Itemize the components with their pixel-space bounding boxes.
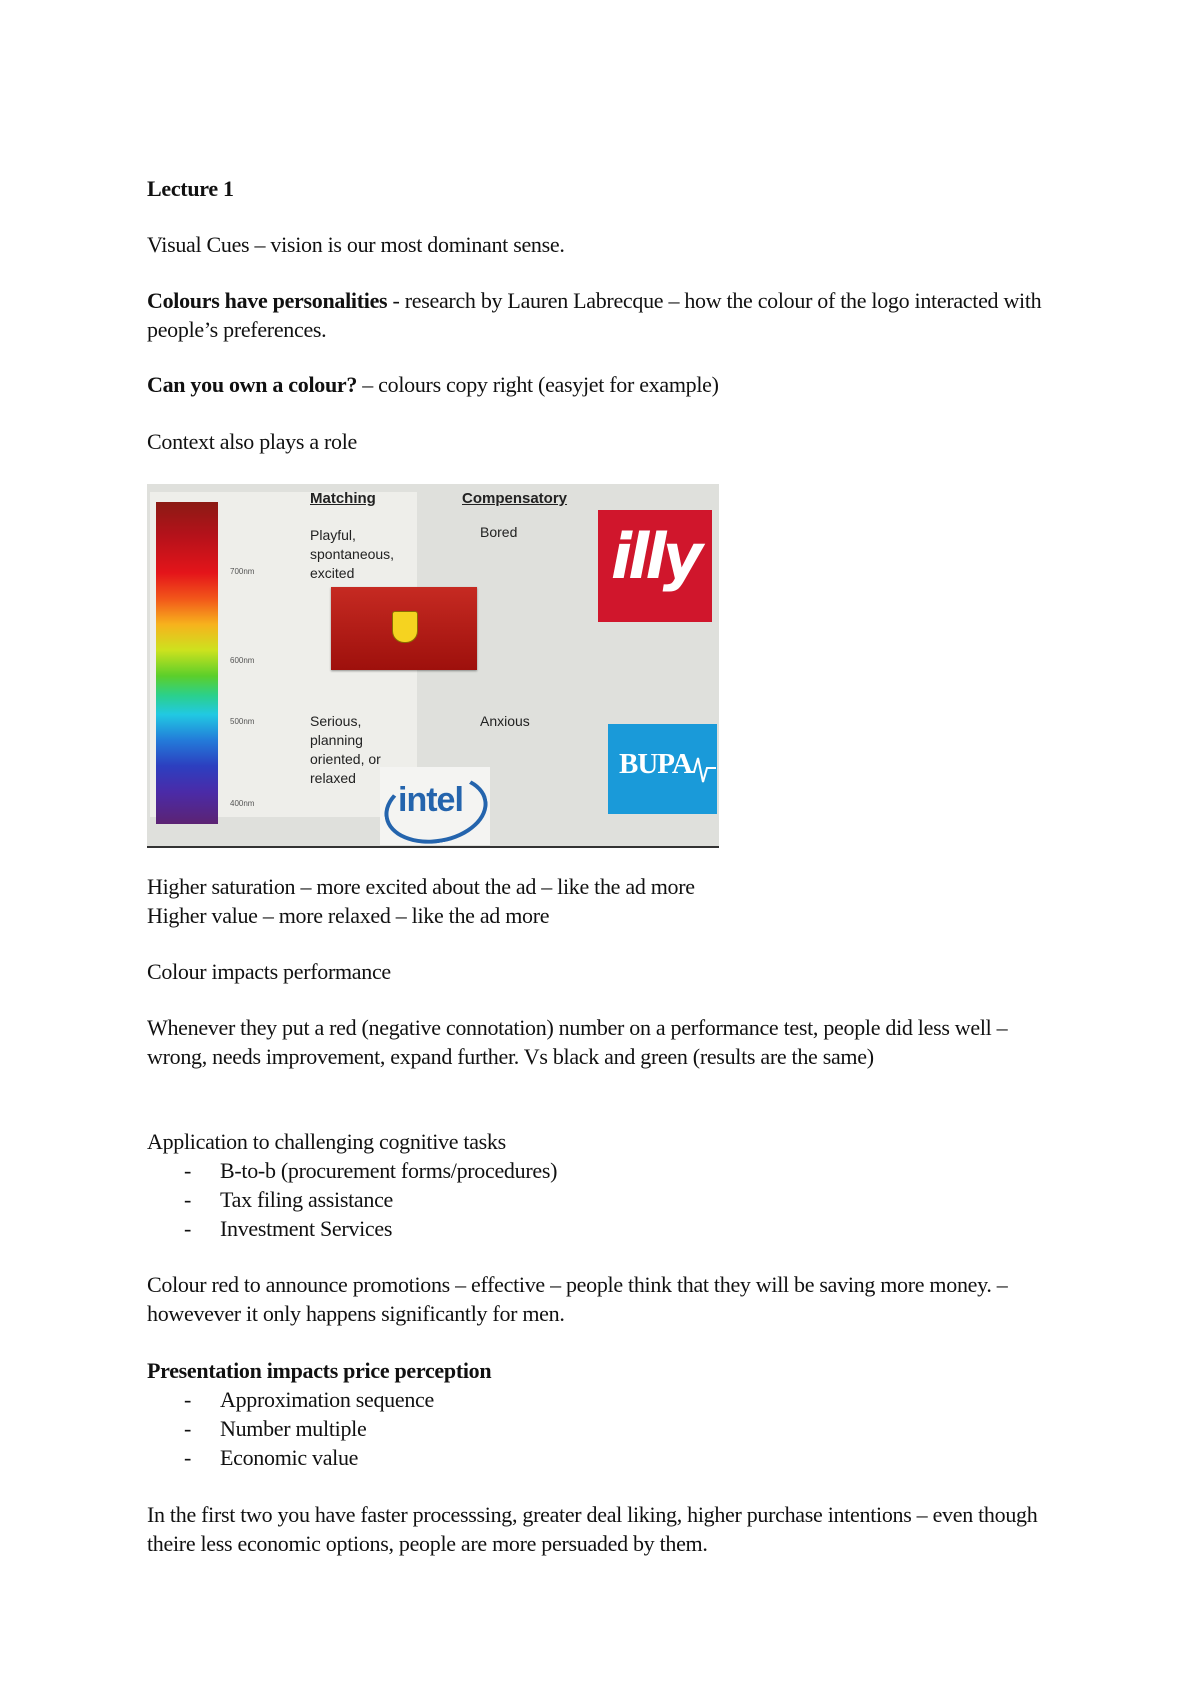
matching-header: Matching	[310, 490, 376, 507]
visual-cues-paragraph: Visual Cues – vision is our most dominant sense.	[147, 232, 565, 257]
saturation-line: Higher saturation – more excited about the ad – like the ad more	[147, 874, 695, 899]
own-colour-heading: Can you own a colour?	[147, 372, 358, 397]
compensatory-top-label: Bored	[480, 524, 518, 540]
matching-bottom-label: Serious, planning oriented, or relaxed	[310, 713, 381, 786]
page-title: Lecture 1	[147, 176, 234, 201]
conclusion-paragraph: In the first two you have faster processsing, greater deal liking, higher purchase intentions – even though theire less economic options, people are more persuaded by them.	[147, 1502, 1038, 1556]
own-colour-text: – colours copy right (easyjet for example)	[357, 372, 719, 397]
spectrum-tick: 700nm	[230, 567, 255, 576]
list-bullet: -	[184, 1187, 192, 1212]
colours-personalities-paragraph	[147, 286, 1067, 344]
list-bullet: -	[184, 1445, 192, 1470]
figure-divider	[147, 846, 719, 848]
list-item-text: Number multiple	[220, 1416, 367, 1441]
spectrum-tick: 600nm	[230, 656, 255, 665]
list-bullet: -	[184, 1158, 192, 1183]
list-bullet: -	[184, 1216, 192, 1241]
colour-spectrum-bar	[156, 502, 218, 824]
list-item-text: Investment Services	[220, 1216, 393, 1241]
bupa-logo	[608, 724, 717, 814]
value-line: Higher value – more relaxed – like the ad more	[147, 903, 550, 928]
list-item-text: B-to-b (procurement forms/procedures)	[220, 1158, 558, 1183]
application-heading: Application to challenging cognitive tasks	[147, 1129, 506, 1154]
colours-personalities-heading: Colours have personalities	[147, 288, 388, 313]
performance-heading: Colour impacts performance	[147, 959, 391, 984]
ferrari-logo	[331, 587, 477, 670]
list-bullet: -	[184, 1416, 192, 1441]
list-item-text: Approximation sequence	[220, 1387, 434, 1412]
intel-wordmark: intel	[398, 781, 463, 819]
promotions-paragraph: Colour red to announce promotions – effective – people think that they will be saving more money. – howevever it only happens significantly for men.	[147, 1272, 1008, 1326]
illy-logo	[598, 510, 712, 622]
bupa-wordmark: BUPA	[619, 748, 692, 780]
colour-context-figure	[147, 484, 719, 846]
compensatory-header: Compensatory	[462, 490, 568, 507]
spectrum-tick: 500nm	[230, 717, 255, 726]
list-bullet: -	[184, 1387, 192, 1412]
price-heading: Presentation impacts price perception	[147, 1358, 492, 1383]
own-colour-paragraph	[147, 370, 1067, 399]
colours-personalities-text: - research by Lauren Labrecque – how the colour of the logo interacted with people’s preferences.	[147, 288, 1042, 342]
context-paragraph: Context also plays a role	[147, 429, 358, 454]
compensatory-bottom-label: Anxious	[480, 713, 530, 729]
list-item-text: Tax filing assistance	[220, 1187, 393, 1212]
ferrari-shield-icon	[392, 611, 418, 643]
heartbeat-icon	[688, 754, 716, 784]
illy-wordmark: illy	[610, 520, 700, 593]
matching-top-label: Playful, spontaneous, excited	[310, 527, 395, 581]
intel-logo	[380, 767, 490, 845]
performance-paragraph: Whenever they put a red (negative connotation) number on a performance test, people did less well – wrong, needs improvement, expand further. Vs black and green (results are the same)	[147, 1015, 1008, 1069]
spectrum-tick: 400nm	[230, 799, 255, 808]
list-item-text: Economic value	[220, 1445, 359, 1470]
